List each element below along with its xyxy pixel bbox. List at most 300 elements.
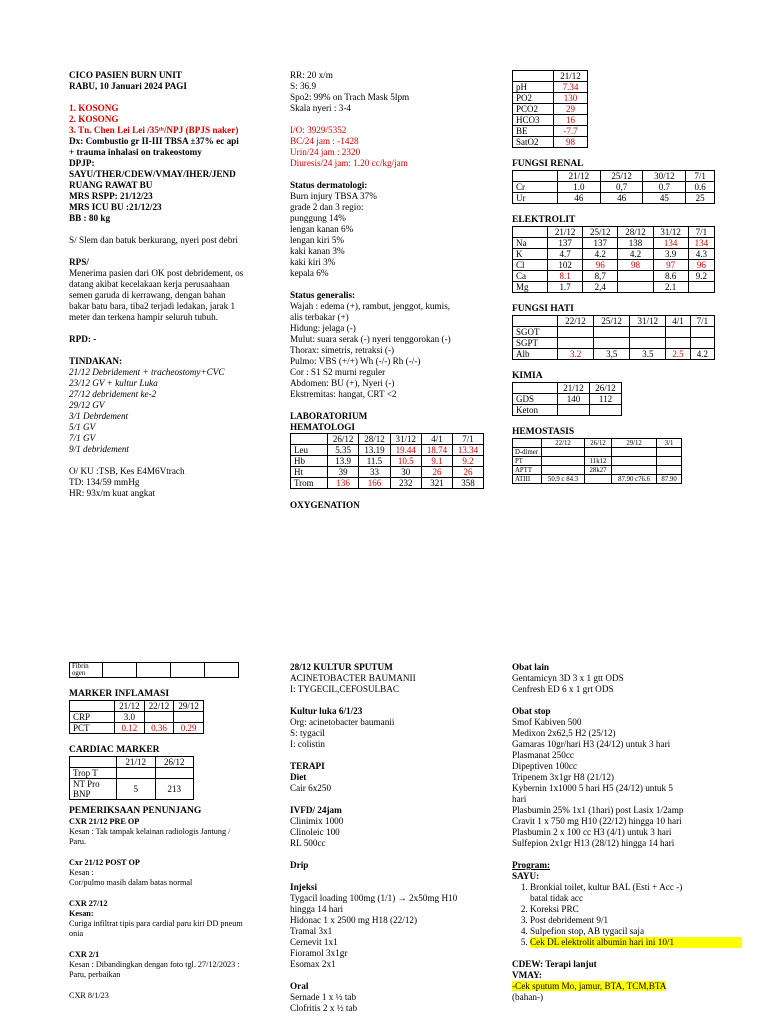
- mrs-icu: MRS ICU BU :21/12/23: [69, 202, 162, 212]
- table-cell: 5.35: [328, 445, 359, 456]
- derm-item: kepala 6%: [290, 268, 329, 278]
- row-label: Cr: [513, 182, 558, 193]
- hati-title: FUNGSI HATI: [512, 304, 574, 314]
- renal-table: [512, 170, 715, 204]
- keadaan-umum: O/ KU :TSB, Kes E4M6Vtrach: [69, 466, 185, 476]
- rps-title: RPS/: [69, 257, 89, 267]
- table-cell: 4.2: [690, 349, 714, 360]
- table-cell: [585, 475, 612, 484]
- table-cell: 96: [688, 260, 714, 271]
- table-row: [70, 768, 194, 779]
- diagnosis-line-2: + trauma inhalasi on trakeostomy: [69, 147, 202, 157]
- derm-item: kaki kiri 3%: [290, 257, 336, 267]
- column-middle-bottom: [290, 662, 500, 1014]
- vmay-title: VMAY:: [512, 970, 542, 980]
- column-header: 21/12: [554, 71, 588, 82]
- row-label: Hb: [291, 456, 328, 467]
- obatlain-title: Obat lain: [512, 662, 550, 672]
- dpjp-label: DPJP:: [69, 158, 95, 168]
- date-title: RABU, 10 Januari 2024 PAGI: [69, 81, 187, 91]
- table-cell: 2.5: [666, 349, 690, 360]
- table-cell: 130: [554, 93, 588, 104]
- table-cell: 3.0: [115, 712, 145, 723]
- table-cell: 140: [558, 394, 590, 405]
- column-header: 26/12: [590, 383, 622, 394]
- table-row: [70, 712, 204, 723]
- cardiac-title: CARDIAC MARKER: [69, 745, 160, 755]
- derm-item: lengan kiri 5%: [290, 235, 345, 245]
- table-cell: [103, 663, 137, 678]
- cxr3-title: CXR 27/12: [69, 899, 108, 908]
- column-right-top: [512, 70, 742, 484]
- table-cell: [618, 282, 653, 293]
- table-cell: 13.9: [328, 456, 359, 467]
- rps-line: bakar batu bara, tiba2 terjadi ledakan, jarak 1: [69, 301, 236, 311]
- cxr2-line: Cor/pulmo masih dalam batas normal: [69, 878, 193, 887]
- tindakan-item: 27/12 debridement ke-2: [69, 389, 157, 399]
- hematology-table: [290, 433, 484, 489]
- program-item-text: batal tidak acc: [530, 893, 584, 903]
- row-label: GDS: [513, 394, 558, 405]
- cxr1-title: CXR 21/12 PRE OP: [69, 817, 140, 826]
- obatstop-item: Sulfepion 2x1gr H13 (28/12) hingga 14 hari: [512, 838, 675, 848]
- fibrinogen-table: [69, 662, 239, 678]
- injeksi-title: Injeksi: [290, 882, 318, 892]
- injeksi-item: Fioramol 3x1gr: [290, 948, 348, 958]
- vmay-item2: (bahan-): [512, 992, 544, 1002]
- cxr5-title: CXR 8/1/23: [69, 991, 109, 1000]
- program-item-text: Cek DL elektrolit albumin hari ini 10/1: [530, 937, 675, 947]
- table-header-row: [513, 227, 715, 238]
- ivfd-item: RL 500cc: [290, 838, 326, 848]
- table-cell: 0.6: [686, 182, 715, 193]
- program-title: Program:: [512, 860, 551, 870]
- cxr2-line: Kesan :: [69, 868, 94, 877]
- hati-table: [512, 315, 715, 360]
- table-cell: 138: [618, 238, 653, 249]
- obatstop-item: Dipeptiven 100cc: [512, 761, 578, 771]
- table-cell: 321: [421, 478, 452, 489]
- column-middle-top: [290, 70, 490, 511]
- table-cell: [611, 466, 656, 475]
- row-label: ATIII: [513, 475, 542, 484]
- table-cell: 0.36: [144, 723, 174, 734]
- table-cell: 3,5: [594, 349, 630, 360]
- table-cell: 30: [390, 467, 421, 478]
- luka-s: S: tygacil: [290, 728, 325, 738]
- derm-item: Burn injury TBSA 37%: [290, 191, 377, 201]
- table-cell: 232: [390, 478, 421, 489]
- lab-title: LABORATORIUM: [290, 411, 368, 421]
- program-item: [530, 926, 742, 937]
- table-header-row: [513, 71, 588, 82]
- table-cell: [590, 405, 622, 416]
- table-row: [513, 249, 715, 260]
- injeksi-item: Tygacil loading 100mg (1/1) → 2x50mg H10: [290, 893, 458, 903]
- oxygenation-title: OXYGENATION: [290, 500, 360, 510]
- vmay-item: [512, 981, 742, 992]
- subjective: S/ Slem dan batuk berkurang, nyeri post debri: [69, 235, 238, 245]
- table-cell: [657, 457, 682, 466]
- balance-cairan: BC/24 jam : -1428: [290, 136, 359, 146]
- table-cell: 16: [554, 115, 588, 126]
- marker-title: MARKER INFLAMASI: [69, 689, 170, 699]
- injeksi-item: Tramal 3x1: [290, 926, 333, 936]
- derm-item: grade 2 dan 3 regio:: [290, 202, 364, 212]
- row-label: pH: [513, 82, 554, 93]
- table-cell: 213: [155, 779, 194, 800]
- table-cell: 2,4: [583, 282, 618, 293]
- column-header: [70, 757, 117, 768]
- table-row: [513, 115, 588, 126]
- table-row: [513, 457, 682, 466]
- column-header: [513, 171, 558, 182]
- table-cell: 4.3: [688, 249, 714, 260]
- sayu-title: SAYU:: [512, 871, 540, 881]
- obatlain-item: Cenfresh ED 6 x 1 grt ODS: [512, 684, 614, 694]
- column-header: 30/12: [643, 171, 686, 182]
- column-header: 29/12: [174, 701, 204, 712]
- column-header: [513, 71, 554, 82]
- table-cell: 136: [328, 478, 359, 489]
- table-cell: 9.2: [452, 456, 483, 467]
- tindakan-item: 3/1 Debrdement: [69, 411, 129, 421]
- column-header: 25/12: [594, 316, 630, 327]
- column-header: 29/12: [611, 439, 656, 448]
- diet-value: Cair 6x250: [290, 783, 332, 793]
- spo2: Spo2: 99% on Trach Mask 5lpm: [290, 92, 410, 102]
- table-cell: [558, 405, 590, 416]
- derm-item: kaki kanan 3%: [290, 246, 345, 256]
- derm-item: punggung 14%: [290, 213, 346, 223]
- column-header: 26/12: [585, 439, 612, 448]
- column-header: 21/12: [558, 383, 590, 394]
- table-cell: 102: [548, 260, 583, 271]
- table-cell: 13.19: [359, 445, 390, 456]
- table-row: [513, 238, 715, 249]
- table-cell: 5: [117, 779, 156, 800]
- row-label: Trom: [291, 478, 328, 489]
- row-label: SGOT: [513, 327, 558, 338]
- table-row: [513, 394, 622, 405]
- row-label: SatO2: [513, 137, 554, 148]
- row-label: Alb: [513, 349, 558, 360]
- drip-title: Drip: [290, 860, 309, 870]
- agd-table: [512, 70, 588, 148]
- column-header: [513, 316, 558, 327]
- ivfd-item: Clinoleic 100: [290, 827, 340, 837]
- program-item-text: Sulpefion stop, AB tygacil saja: [530, 926, 645, 936]
- row-label: Cl: [513, 260, 548, 271]
- obatstop-item: hari: [512, 794, 527, 804]
- table-cell: [657, 466, 682, 475]
- table-cell: 8.1: [548, 271, 583, 282]
- row-label: Ur: [513, 193, 558, 204]
- table-header-row: [513, 439, 682, 448]
- column-header: [70, 701, 115, 712]
- table-cell: [144, 712, 174, 723]
- table-cell: 28k27: [585, 466, 612, 475]
- table-row: [513, 466, 682, 475]
- table-header-row: [70, 757, 194, 768]
- column-header: 31/12: [390, 434, 421, 445]
- table-cell: 13.34: [452, 445, 483, 456]
- table-row: [513, 182, 715, 193]
- fibrinogen-label: Fibrin ogen: [70, 663, 103, 678]
- table-cell: [666, 327, 690, 338]
- table-header-row: [70, 701, 204, 712]
- column-left-bottom: [69, 662, 279, 1001]
- table-row: [513, 82, 588, 93]
- row-label: SGPT: [513, 338, 558, 349]
- table-row: [513, 327, 715, 338]
- table-cell: 19.44: [390, 445, 421, 456]
- cxr1-line: Paru.: [69, 837, 87, 846]
- tindakan-item: 5/1 GV: [69, 422, 96, 432]
- table-header-row: [291, 434, 484, 445]
- program-item: [530, 882, 742, 904]
- table-cell: 45: [643, 193, 686, 204]
- rps-line: datang akibat kecelakaan kerja perusaahaan: [69, 279, 230, 289]
- table-cell: 97: [653, 260, 688, 271]
- table-row: [513, 271, 715, 282]
- terapi-title: TERAPI: [290, 761, 325, 771]
- cxr2-title: Cxr 21/12 POST OP: [69, 858, 140, 867]
- table-cell: [542, 466, 585, 475]
- diuresis: Diuresis/24 jam: 1.20 cc/kg/jam: [290, 158, 408, 168]
- table-cell: 11.5: [359, 456, 390, 467]
- kultur-i: I: TYGECIL,CEFOSULBAC: [290, 684, 400, 694]
- table-cell: [594, 338, 630, 349]
- cxr4-line: Kesan : Dibandingkan dengan foto tgl. 27/12/2023 :: [69, 960, 240, 969]
- table-header-row: [513, 171, 715, 182]
- table-cell: [137, 663, 171, 678]
- gen-item: alis terbakar (+): [290, 312, 349, 322]
- row-label: Ca: [513, 271, 548, 282]
- kultur-title: 28/12 KULTUR SPUTUM: [290, 662, 393, 672]
- column-left-top: [69, 70, 279, 499]
- table-row: [513, 405, 622, 416]
- table-cell: 1.0: [558, 182, 601, 193]
- diet-title: Diet: [290, 772, 307, 782]
- table-cell: [585, 448, 612, 457]
- table-cell: 358: [452, 478, 483, 489]
- table-row: [70, 779, 194, 800]
- derm-title: Status dermatologi:: [290, 180, 368, 190]
- column-header: 7/1: [690, 316, 714, 327]
- table-cell: 46: [600, 193, 643, 204]
- tindakan-item: 23/12 GV + kultur Luka: [69, 378, 158, 388]
- luka-title: Kultur luka 6/1/23: [290, 706, 363, 716]
- obatstop-item: Plasbumin 2 x 100 cc H3 (4/1) untuk 3 hari: [512, 827, 672, 837]
- derm-item: lengan kanan 6%: [290, 224, 354, 234]
- table-row: [513, 104, 588, 115]
- table-cell: 0.7: [643, 182, 686, 193]
- table-cell: [594, 327, 630, 338]
- table-cell: 33: [359, 467, 390, 478]
- obatstop-title: Obat stop: [512, 706, 551, 716]
- table-cell: 9.2: [688, 271, 714, 282]
- program-item: [530, 904, 742, 915]
- column-header: 7/1: [452, 434, 483, 445]
- table-row: [513, 137, 588, 148]
- table-cell: 39: [328, 467, 359, 478]
- urine-output: Urin/24 jam : 2320: [290, 147, 361, 157]
- table-cell: 8,7: [583, 271, 618, 282]
- gen-item: Abdomen: BU (+), Nyeri (-): [290, 378, 395, 388]
- table-cell: 2.1: [653, 282, 688, 293]
- temperature: S: 36.9: [290, 81, 317, 91]
- table-cell: [171, 663, 205, 678]
- dpjp-names: SAYU/THER/CDEW/VMAY/IHER/JEND: [69, 169, 236, 179]
- hemostasis-table: [512, 438, 682, 484]
- column-right-bottom: [512, 662, 742, 1003]
- obatstop-item: Cravit 1 x 750 mg H10 (22/12) hingga 10 hari: [512, 816, 682, 826]
- tindakan-title: TINDAKAN:: [69, 356, 123, 366]
- obatstop-item: Tripenem 3x1gr H8 (21/12): [512, 772, 614, 782]
- table-cell: [174, 712, 204, 723]
- table-row: [291, 478, 484, 489]
- luka-org: Org: acinetobacter baumanii: [290, 717, 395, 727]
- table-cell: 134: [688, 238, 714, 249]
- rps-line: meter dan terkena hampir seluruh tubuh.: [69, 312, 218, 322]
- table-row: [70, 723, 204, 734]
- table-cell: 4.7: [548, 249, 583, 260]
- table-cell: [155, 768, 194, 779]
- column-header: [513, 227, 548, 238]
- ruang-rawat: RUANG RAWAT BU: [69, 180, 153, 190]
- table-cell: [630, 327, 666, 338]
- obatstop-item: Kybernin 1x1000 5 hari H5 (24/12) untuk 5: [512, 783, 674, 793]
- table-cell: -7.7: [554, 126, 588, 137]
- table-cell: [558, 338, 594, 349]
- column-header: 21/12: [117, 757, 156, 768]
- injeksi-item: hingga 14 hari: [290, 904, 344, 914]
- column-header: 28/12: [618, 227, 653, 238]
- table-cell: 26: [452, 467, 483, 478]
- table-row: [291, 467, 484, 478]
- table-row: [291, 456, 484, 467]
- table-cell: 96: [583, 260, 618, 271]
- elektrolit-title: ELEKTROLIT: [512, 215, 576, 225]
- table-cell: 137: [548, 238, 583, 249]
- column-header: [513, 383, 558, 394]
- table-cell: 9.1: [421, 456, 452, 467]
- row-label: Keton: [513, 405, 558, 416]
- gen-item: Mulut: suara serak (-) nyeri tenggorokan (-): [290, 334, 451, 344]
- row-label: Mg: [513, 282, 548, 293]
- kultur-org: ACINETOBACTER BAUMANII: [290, 673, 416, 683]
- kimia-table: [512, 382, 622, 416]
- obatstop-item: Gamaras 10gr/hari H3 (24/12) untuk 3 hari: [512, 739, 671, 749]
- luka-i: I: colistin: [290, 739, 325, 749]
- column-header: 28/12: [359, 434, 390, 445]
- table-cell: 166: [359, 478, 390, 489]
- table-cell: 8.6: [653, 271, 688, 282]
- diagnosis-line-1: Dx: Combustio gr II-III TBSA ±37% ec api: [69, 136, 239, 146]
- obatstop-item: Medixon 2x62,5 H2 (25/12): [512, 728, 616, 738]
- program-item-text: Koreksi PRC: [530, 904, 579, 914]
- table-cell: 4.2: [618, 249, 653, 260]
- table-cell: [630, 338, 666, 349]
- table-cell: 29: [554, 104, 588, 115]
- table-cell: 0,7: [600, 182, 643, 193]
- kimia-title: KIMIA: [512, 371, 543, 381]
- injeksi-item: Esomax 2x1: [290, 959, 336, 969]
- rpd: RPD: -: [69, 334, 97, 344]
- table-cell: 26: [421, 467, 452, 478]
- column-header: 21/12: [115, 701, 145, 712]
- row-label: D-dimer: [513, 448, 542, 457]
- table-cell: [542, 448, 585, 457]
- table-cell: 112: [590, 394, 622, 405]
- table-cell: [618, 271, 653, 282]
- table-row: [513, 93, 588, 104]
- tindakan-item: 21/12 Debridement + tracheostomy+CVC: [69, 367, 225, 377]
- table-cell: 1.7: [548, 282, 583, 293]
- gen-item: Cor : S1 S2 murni reguler: [290, 367, 386, 377]
- oral-item: Sernade 1 x ½ tab: [290, 992, 357, 1002]
- row-label: Na: [513, 238, 548, 249]
- table-cell: 11k12: [585, 457, 612, 466]
- table-cell: 7.34: [554, 82, 588, 93]
- unit-title: CICO PASIEN BURN UNIT: [69, 70, 182, 80]
- table-cell: 87.90 c76.6: [611, 475, 656, 484]
- table-cell: 98: [618, 260, 653, 271]
- rps-line: semen garuda di kerrawang, dengan bahan: [69, 290, 226, 300]
- gen-item: Wajah : edema (+), rambut, jenggot, kumis,: [290, 301, 451, 311]
- column-header: 22/12: [144, 701, 174, 712]
- bed-3-patient: 3. Tn. Chen Lei Lei /35ᵗʰ/NPJ (BPJS naker): [69, 125, 239, 135]
- obatlain-item: Gentamicyn 3D 3 x 1 gtt ODS: [512, 673, 624, 683]
- marker-table: [69, 700, 204, 734]
- tekanan-darah: TD: 134/59 mmHg: [69, 477, 140, 487]
- cxr3-kesan: Kesan:: [69, 909, 94, 918]
- table-row: [513, 126, 588, 137]
- program-item-text: Post debridement 9/1: [530, 915, 609, 925]
- cxr4-line: Paru, perbaikan: [69, 970, 121, 979]
- program-list: [512, 882, 742, 948]
- column-header: 31/12: [653, 227, 688, 238]
- hemato-title: HEMATOLOGI: [290, 422, 356, 432]
- column-header: 25/12: [583, 227, 618, 238]
- table-cell: [542, 457, 585, 466]
- gen-item: Hidung: jelaga (-): [290, 323, 356, 333]
- table-row: [513, 475, 682, 484]
- row-label: PCT: [70, 723, 115, 734]
- injeksi-item: Hidonac 1 x 2500 mg H18 (22/12): [290, 915, 418, 925]
- row-label: CRP: [70, 712, 115, 723]
- column-header: 4/1: [666, 316, 690, 327]
- rps-line: Menerima pasien dari OK post debridement, os: [69, 268, 244, 278]
- program-item-highlighted: [530, 937, 742, 948]
- cxr3-line: onia: [69, 929, 84, 938]
- table-header-row: [513, 383, 622, 394]
- table-cell: 3.2: [558, 349, 594, 360]
- row-label: K: [513, 249, 548, 260]
- table-cell: 0.12: [115, 723, 145, 734]
- table-cell: 25: [686, 193, 715, 204]
- table-cell: 10.5: [390, 456, 421, 467]
- table-cell: 134: [653, 238, 688, 249]
- table-row: [513, 349, 715, 360]
- table-row: [513, 338, 715, 349]
- gen-item: Thorax: simetris, retraksi (-): [290, 345, 395, 355]
- injeksi-item: Cernevit 1x1: [290, 937, 338, 947]
- tindakan-item: 7/1 GV: [69, 433, 96, 443]
- column-header: 22/12: [558, 316, 594, 327]
- oral-title: Oral: [290, 981, 309, 991]
